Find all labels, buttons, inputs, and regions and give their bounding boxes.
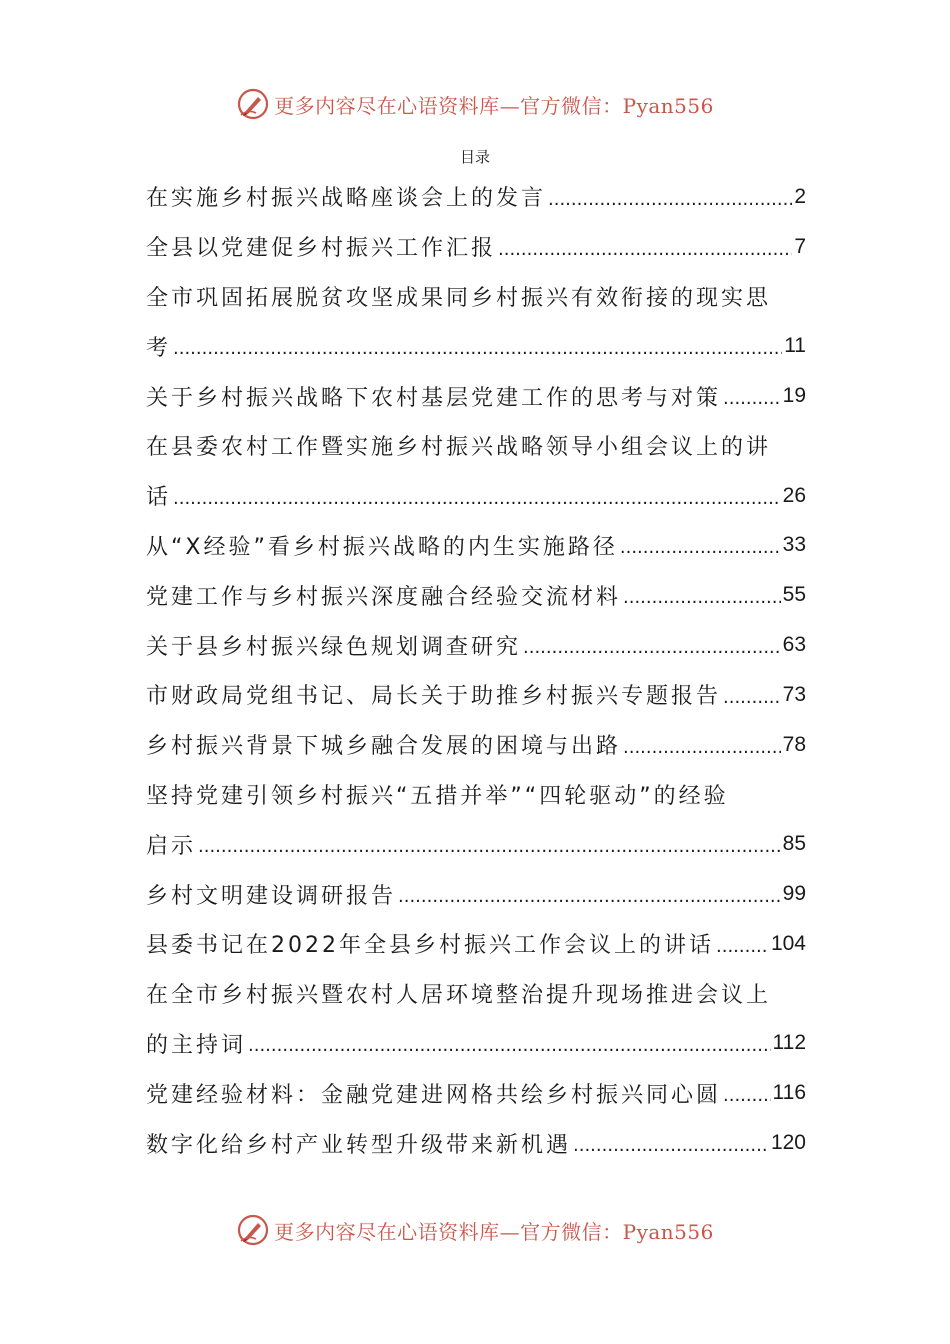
toc-leader-dots <box>623 737 781 770</box>
pen-circle-logo-icon <box>236 87 270 121</box>
toc-entry[interactable] <box>146 1118 806 1168</box>
toc-entry[interactable] <box>146 222 806 272</box>
toc-page-number: 112 <box>772 1031 806 1055</box>
toc-entry[interactable] <box>146 172 806 222</box>
toc-leader-dots <box>398 886 781 919</box>
toc-entry[interactable] <box>146 272 806 322</box>
pen-circle-logo-icon <box>236 1213 270 1247</box>
toc-page-number: 2 <box>794 184 806 208</box>
toc-leader-dots <box>723 687 781 720</box>
toc-entry[interactable] <box>146 521 806 571</box>
toc-entry[interactable] <box>146 670 806 720</box>
toc-page-number: 26 <box>782 483 806 507</box>
toc-page-number: 63 <box>782 633 806 657</box>
toc-page-number: 99 <box>782 882 806 906</box>
banner-text: 更多内容尽在心语资料库—官方微信：Pyan556 <box>274 93 714 118</box>
toc-entry[interactable] <box>146 770 806 820</box>
toc-page-number: 19 <box>782 384 806 408</box>
toc-entry[interactable] <box>146 1019 806 1069</box>
toc-page-number: 73 <box>782 682 806 706</box>
toc-entry[interactable] <box>146 819 806 869</box>
toc-entry-title: 乡村文明建设调研报告 <box>146 883 397 909</box>
toc-page-number: 85 <box>782 832 806 856</box>
toc-entry[interactable] <box>146 570 806 620</box>
toc-page-number: 104 <box>770 931 806 955</box>
table-of-contents <box>146 172 806 1168</box>
toc-leader-dots <box>248 1035 771 1068</box>
toc-leader-dots <box>723 1085 771 1118</box>
toc-entry[interactable] <box>146 720 806 770</box>
toc-leader-dots <box>173 338 782 371</box>
banner-text: 更多内容尽在心语资料库—官方微信：Pyan556 <box>274 1219 714 1244</box>
toc-entry-title: 在全市乡村振兴暨农村人居环境整治提升现场推进会议上 <box>146 983 772 1009</box>
toc-leader-dots <box>548 189 792 222</box>
toc-leader-dots <box>173 488 781 521</box>
toc-entry-title: 启示 <box>146 833 197 859</box>
toc-entry-title: 全市巩固拓展脱贫攻坚成果同乡村振兴有效衔接的现实思 <box>146 285 772 311</box>
toc-leader-dots <box>723 388 781 421</box>
toc-page-number: 11 <box>784 334 806 358</box>
toc-page-number: 55 <box>782 583 806 607</box>
toc-entry-title: 的主持词 <box>146 1032 247 1058</box>
toc-entry[interactable] <box>146 620 806 670</box>
toc-entry-title: 乡村振兴背景下城乡融合发展的困境与出路 <box>146 734 622 760</box>
toc-entry-title: 从“X经验”看乡村振兴战略的内生实施路径 <box>146 534 618 560</box>
toc-entry-title: 关于县乡村振兴绿色规划调查研究 <box>146 634 522 660</box>
header-watermark-banner <box>0 84 950 124</box>
toc-entry[interactable] <box>146 919 806 969</box>
toc-leader-dots <box>623 587 781 620</box>
toc-entry[interactable] <box>146 471 806 521</box>
toc-entry-title: 话 <box>146 485 172 511</box>
toc-entry-title: 考 <box>146 335 172 361</box>
toc-page-number: 33 <box>782 533 806 557</box>
toc-entry-title: 党建经验材料：金融党建进网格共绘乡村振兴同心圆 <box>146 1082 722 1108</box>
toc-entry-title: 党建工作与乡村振兴深度融合经验交流材料 <box>146 584 622 610</box>
toc-page-number: 7 <box>794 234 806 258</box>
footer-watermark-banner <box>0 1210 950 1250</box>
toc-entry-title: 市财政局党组书记、局长关于助推乡村振兴专题报告 <box>146 684 722 710</box>
toc-entry-title: 在实施乡村振兴战略座谈会上的发言 <box>146 186 547 212</box>
toc-page-number: 120 <box>770 1131 806 1155</box>
toc-entry-title: 数字化给乡村产业转型升级带来新机遇 <box>146 1132 572 1158</box>
toc-entry[interactable] <box>146 969 806 1019</box>
toc-entry[interactable] <box>146 321 806 371</box>
toc-title: 目录 <box>459 148 490 166</box>
toc-page-number: 116 <box>772 1081 806 1105</box>
toc-entry-title: 在县委农村工作暨实施乡村振兴战略领导小组会议上的讲 <box>146 435 772 461</box>
toc-leader-dots <box>198 836 781 869</box>
toc-entry-title: 县委书记在2022年全县乡村振兴工作会议上的讲话 <box>146 933 714 959</box>
toc-entry[interactable] <box>146 869 806 919</box>
toc-leader-dots <box>498 239 792 272</box>
toc-leader-dots <box>620 537 781 570</box>
toc-entry-title: 坚持党建引领乡村振兴“五措并举”“四轮驱动”的经验 <box>146 783 729 809</box>
toc-page-number: 78 <box>782 732 806 756</box>
toc-entry[interactable] <box>146 371 806 421</box>
toc-entry-title: 全县以党建促乡村振兴工作汇报 <box>146 236 497 262</box>
toc-leader-dots <box>523 637 781 670</box>
toc-entry[interactable] <box>146 1068 806 1118</box>
toc-entry[interactable] <box>146 421 806 471</box>
toc-leader-dots <box>573 1135 769 1168</box>
toc-leader-dots <box>716 936 769 969</box>
toc-entry-title: 关于乡村振兴战略下农村基层党建工作的思考与对策 <box>146 385 722 411</box>
